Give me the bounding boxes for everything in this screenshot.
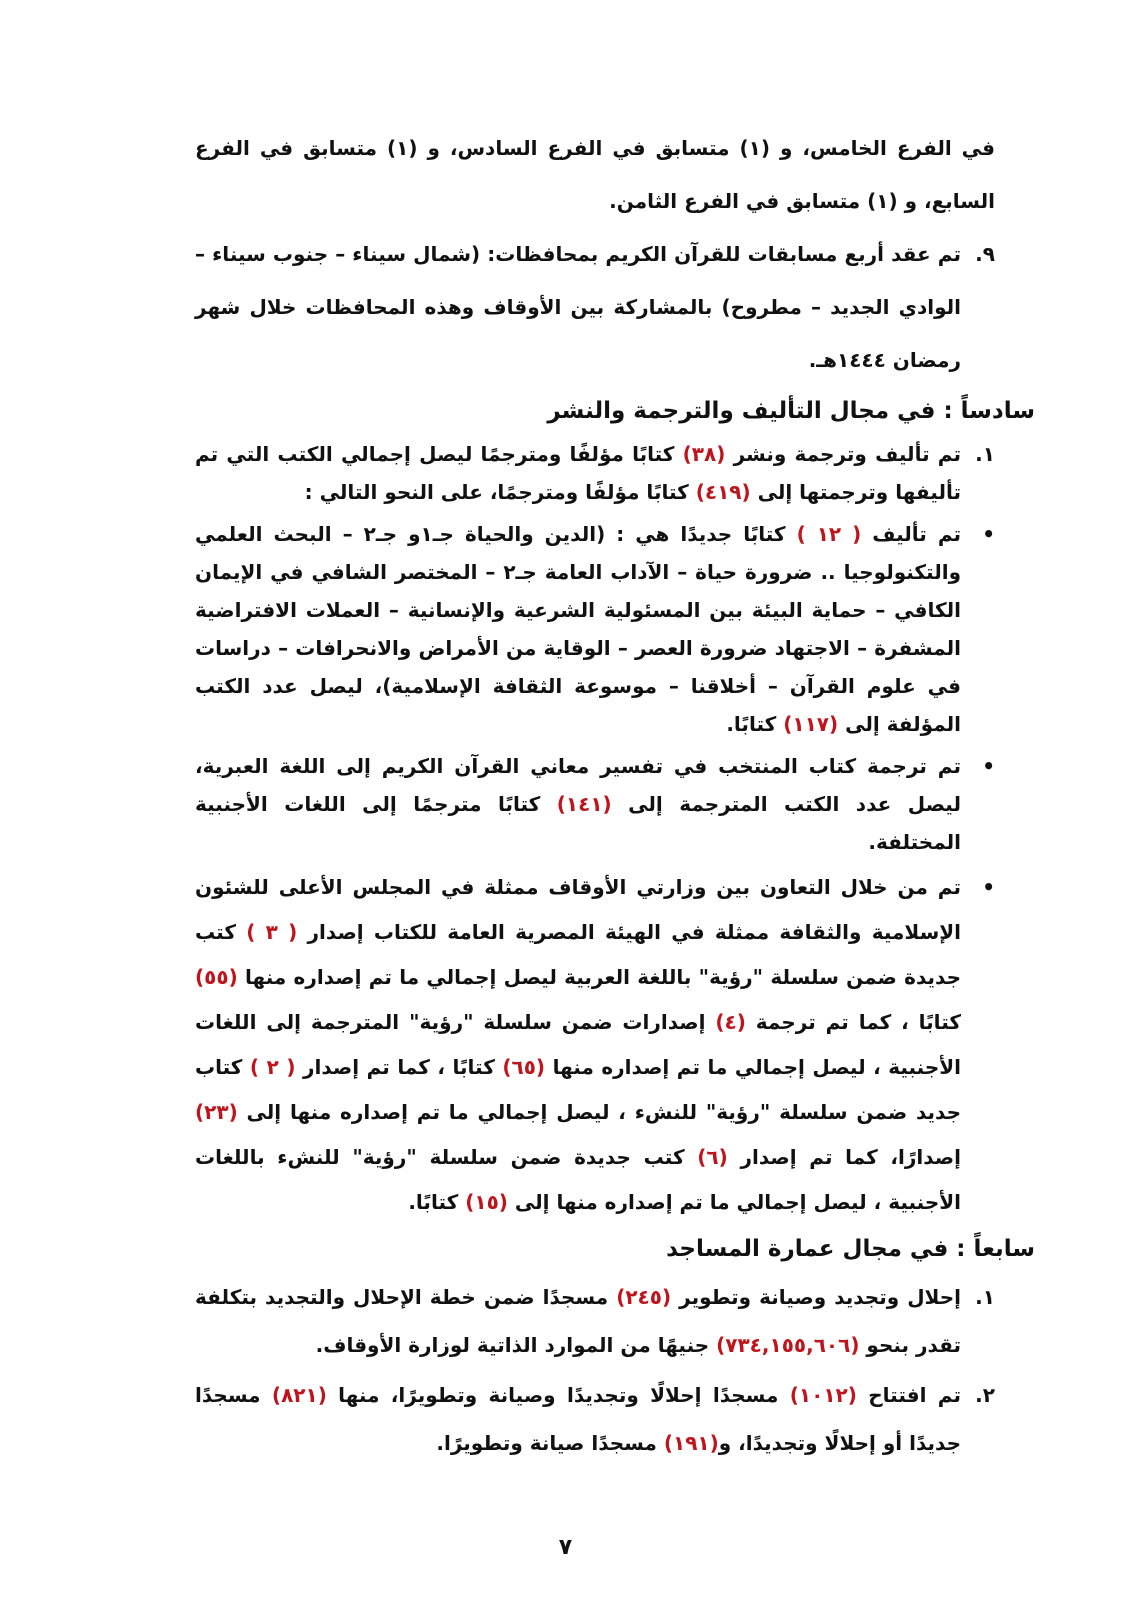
text-run: إحلال وتجديد وصيانة وتطوير (671, 1285, 961, 1309)
highlighted-number: (١١٧) (783, 712, 839, 736)
text-run: كتاب جديد ضمن سلسلة "رؤية" للنشء ، ليصل إجمالي ما تم إصداره منها إلى (195, 1055, 961, 1124)
text-run: تم افتتاح (856, 1383, 961, 1407)
highlighted-number: (٦٥) (502, 1055, 546, 1079)
highlighted-number: (٧٣٤,١٥٥,٦٠٦) (716, 1333, 860, 1357)
highlighted-number: (٦) (697, 1145, 728, 1169)
section-6-item-1 (195, 435, 995, 511)
text-run: كتابًا ، كما تم إصدار (295, 1055, 503, 1079)
text-run: كتب جديدة ضمن سلسلة "رؤية" باللغة العربية ليصل إجمالي ما تم إصداره منها (195, 920, 961, 989)
bullet-item-1 (195, 515, 995, 743)
continuation-text: في الفرع الخامس، و (١) متسابق في الفرع السادس، و (١) متسابق في الفرع السابع، و (١) متسابق في الفرع الثامن. (195, 136, 995, 213)
highlighted-number: (٣٨) (682, 442, 726, 466)
highlighted-number: (٢٣) (195, 1100, 238, 1124)
highlighted-number: (٢٤٥) (616, 1285, 672, 1309)
highlighted-number: (١٩١) (663, 1431, 719, 1455)
list-number: ١. (975, 1285, 995, 1309)
bullet-item-3 (195, 865, 995, 1225)
bullet-marker: • (982, 522, 995, 546)
text-run: كتابًا ، كما تم ترجمة (745, 1010, 961, 1034)
list-number: ٢. (975, 1383, 995, 1407)
highlighted-number: (٥٥) (195, 965, 238, 989)
text-run: تم تأليف (861, 522, 962, 546)
text-run: تم من خلال التعاون بين وزارتي الأوقاف ممثلة في المجلس الأعلى للشئون الإسلامية والثقافة ممثلة في الهيئة المصرية العامة للكتاب إصدار (195, 875, 961, 944)
text-run: كتابًا. (408, 1190, 466, 1214)
page-number: ٧ (558, 1535, 573, 1560)
bullet-marker: • (982, 875, 995, 899)
list-number: ١. (975, 442, 995, 466)
text-run: مسجدًا إحلالًا وتجديدًا وصيانة وتطويرًا، منها (326, 1383, 790, 1407)
highlighted-number: ( ٢ ) (249, 1055, 296, 1079)
text-run: إصدارات ضمن سلسلة "رؤية" المترجمة إلى اللغات الأجنبية ، ليصل إجمالي ما تم إصداره منها (195, 1010, 962, 1079)
text-run: إصدارًا، كما تم إصدار (727, 1145, 961, 1169)
highlighted-number: ( ٣ ) (246, 920, 298, 944)
text-run: كتابًا مؤلفًا ومترجمًا، على النحو التالي : (304, 480, 696, 504)
list-item-9 (195, 228, 995, 387)
highlighted-number: (١٠١٢) (789, 1383, 857, 1407)
text-run: كتب جديدة ضمن سلسلة "رؤية" للنشء باللغات الأجنبية ، ليصل إجمالي ما تم إصداره منها إلى (195, 1145, 961, 1214)
bullet-marker: • (982, 754, 995, 778)
text-run: كتابًا مترجمًا إلى اللغات الأجنبية المختلفة. (195, 792, 961, 854)
text-run: كتابًا مؤلفًا ومترجمًا ليصل إجمالي الكتب التي تم تأليفها وترجمتها إلى (195, 442, 961, 504)
highlighted-number: (١٥) (465, 1190, 508, 1214)
text-run: كتابًا. (726, 712, 784, 736)
highlighted-number: ( ١٢ ) (796, 522, 862, 546)
page-body (195, 122, 1035, 1467)
highlighted-number: (٤) (715, 1010, 746, 1034)
text-run: مسجدًا ضمن خطة الإحلال والتجديد بتكلفة تقدر بنحو (195, 1285, 961, 1357)
text-run: جنيهًا من الموارد الذاتية لوزارة الأوقاف. (315, 1333, 717, 1357)
text-run: تم تأليف وترجمة ونشر (725, 442, 961, 466)
highlighted-number: (٤١٩) (695, 480, 751, 504)
list-number: ٩. (975, 242, 995, 266)
text-run: مسجدًا جديدًا أو إحلالًا وتجديدًا، و (195, 1383, 961, 1455)
text-run: تم ترجمة كتاب المنتخب في تفسير معاني القرآن الكريم إلى اللغة العبرية، ليصل عدد الكتب المترجمة إلى (195, 754, 961, 816)
section-7-item-2 (195, 1371, 995, 1467)
highlighted-number: (٨٢١) (271, 1383, 327, 1407)
text-run: مسجدًا صيانة وتطويرًا. (436, 1431, 664, 1455)
section-heading-6: سادساً : في مجال التأليف والترجمة والنشر (547, 398, 1035, 424)
bullet-item-2 (195, 747, 995, 861)
section-7-item-1 (195, 1273, 995, 1369)
section-heading-7: سابعاً : في مجال عمارة المساجد (666, 1236, 1035, 1262)
list-item-text: تم عقد أربع مسابقات للقرآن الكريم بمحافظات: (شمال سيناء – جنوب سيناء – الوادي الجديد – مطروح) بالمشاركة بين الأوقاف وهذه المحافظات خلال شهر رمضان ١٤٤٤هـ. (195, 242, 961, 372)
text-run: كتابًا جديدًا هي : (الدين والحياة جـ١و جـ٢ – البحث العلمي والتكنولوجيا .. ضرورة حياة – الآداب العامة جـ٢ – المختصر الشافي في الإيمان الكافي – حماية البيئة بين المسئولية الشرعية والإنسانية – العملات الافتراضية المشفرة – الاجتهاد ضرورة العصر – الوقاية من الأمراض والانحرافات – دراسات في علوم القرآن – أخلاقنا – موسوعة الثقافة الإسلامية)، ليصل عدد الكتب المؤلفة إلى (195, 522, 962, 736)
highlighted-number: (١٤١) (556, 792, 612, 816)
continuation-paragraph (195, 122, 995, 228)
